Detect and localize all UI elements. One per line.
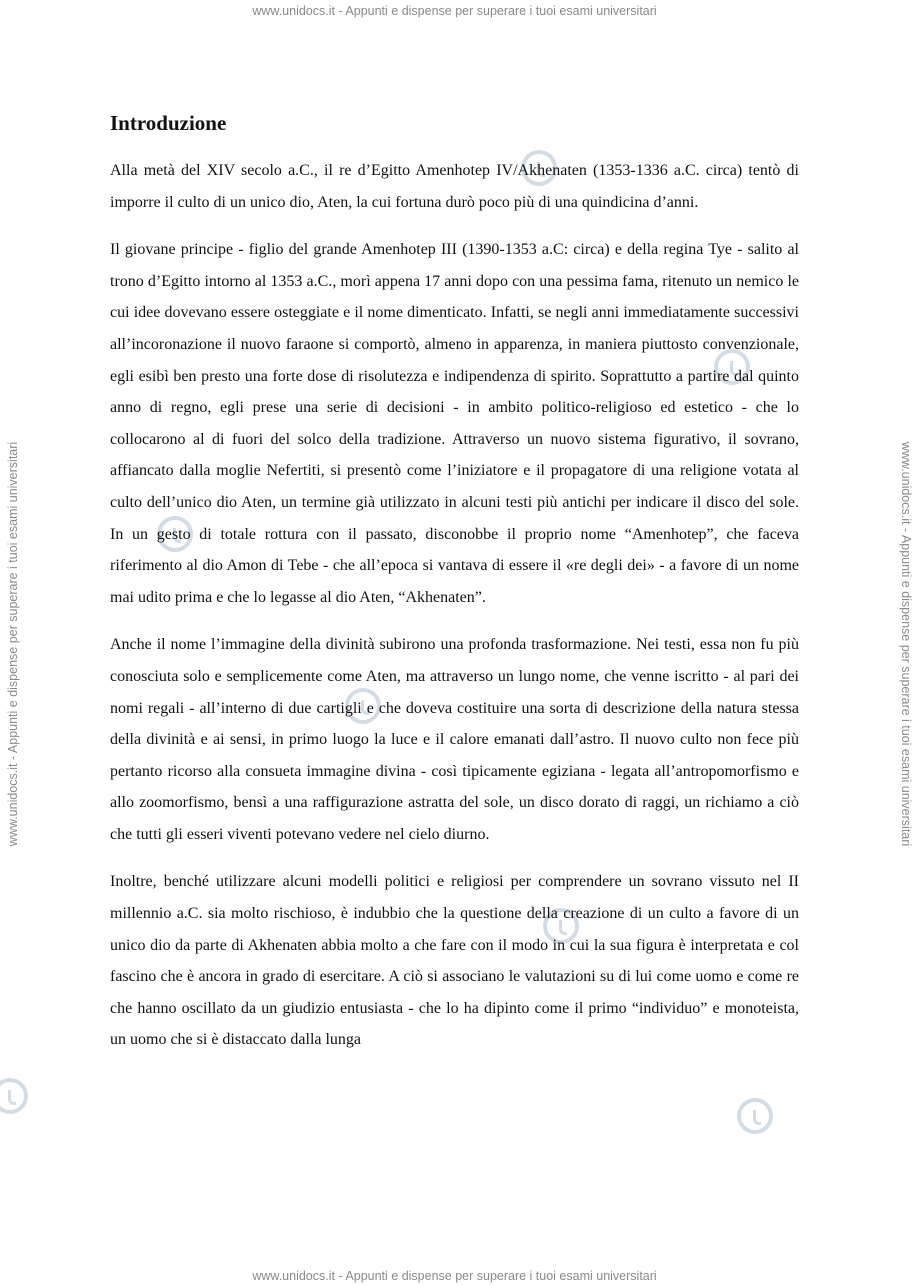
- paragraph-1: Alla metà del XIV secolo a.C., il re d’Egitto Amenhotep IV/Akhenaten (1353-1336 a.C. circa) tentò di imporre il culto di un unico dio, Aten, la cui fortuna durò poco più di una quindicina d’anni.: [110, 162, 799, 211]
- watermark-right-wrap: [898, 419, 914, 869]
- watermark-bottom: www.unidocs.it - Appunti e dispense per superare i tuoi esami universitari: [252, 1269, 657, 1283]
- paragraph-4: Inoltre, benché utilizzare alcuni modelli politici e religiosi per comprendere un sovrano vissuto nel II millennio a.C. sia molto rischioso, è indubbio che la questione della creazione di un culto a favore di un unico dio da parte di Akhenaten abbia molto a che fare con il modo in cui la sua figura è interpretata e col fascino che è ancora in grado di esercitare. A ciò si associano le valutazioni su di lui come uomo e come re che hanno oscillato da un giudizio entusiasta - che lo ha dipinto come il primo “individuo” e monoteista, un uomo che si è distaccato dalla lunga: [110, 873, 799, 1049]
- watermark-left: www.unidocs.it - Appunti e dispense per superare i tuoi esami universitari: [6, 441, 20, 847]
- watermark-left-wrap: [5, 419, 21, 869]
- watermark-logo-icon: [737, 1098, 773, 1134]
- document-body: [110, 108, 799, 1072]
- section-title: Introduzione: [110, 111, 227, 135]
- watermark-right: www.unidocs.it - Appunti e dispense per superare i tuoi esami universitari: [899, 441, 913, 847]
- watermark-logo-icon: [0, 1078, 28, 1114]
- paragraph-3: Anche il nome l’immagine della divinità subirono una profonda trasformazione. Nei testi, essa non fu più conosciuta solo e semplicemente come Aten, ma attraverso un lungo nome, che venne iscritto - al pari dei nomi regali - all’interno di due cartigli e che doveva costituire una sorta di descrizione della natura stessa della divinità e ai sensi, in primo luogo la luce e il calore emanati dall’astro. Il nuovo culto non fece più pertanto ricorso alla consueta immagine divina - così tipicamente egiziana - legata all’antropomorfismo e allo zoomorfismo, bensì a una raffigurazione astratta del sole, un disco dorato di raggi, un richiamo a ciò che tutti gli esseri viventi potevano vedere nel cielo diurno.: [110, 636, 799, 843]
- paragraph-2: Il giovane principe - figlio del grande Amenhotep III (1390-1353 a.C: circa) e della regina Tye - salito al trono d’Egitto intorno al 1353 a.C., morì appena 17 anni dopo con una pessima fama, ritenuto un nemico le cui idee dovevano essere osteggiate e il nome dimenticato. Infatti, se negli anni immediatamente successivi all’incoronazione il nuovo faraone si comportò, almeno in apparenza, in maniera piuttosto convenzionale, egli esibì ben presto una forte dose di risolutezza e indipendenza di spirito. Soprattutto a partire dal quinto anno di regno, egli prese una serie di decisioni - in ambito politico-religioso ed estetico - che lo collocarono al di fuori del solco della tradizione. Attraverso un nuovo sistema figurativo, il sovrano, affiancato dalla moglie Nefertiti, si presentò come l’iniziatore e il propagatore di una religione votata al culto dell’unico dio Aten, un termine già utilizzato in alcuni testi più antichi per indicare il disco del sole. In un gesto di totale rottura con il passato, disconobbe il proprio nome “Amenhotep”, che faceva riferimento al dio Amon di Tebe - che all’epoca si vantava di essere il «re degli dei» - a favore di un nome mai udito prima e che lo legasse al dio Aten, “Akhenaten”.: [110, 241, 799, 606]
- watermark-top: www.unidocs.it - Appunti e dispense per superare i tuoi esami universitari: [252, 4, 657, 18]
